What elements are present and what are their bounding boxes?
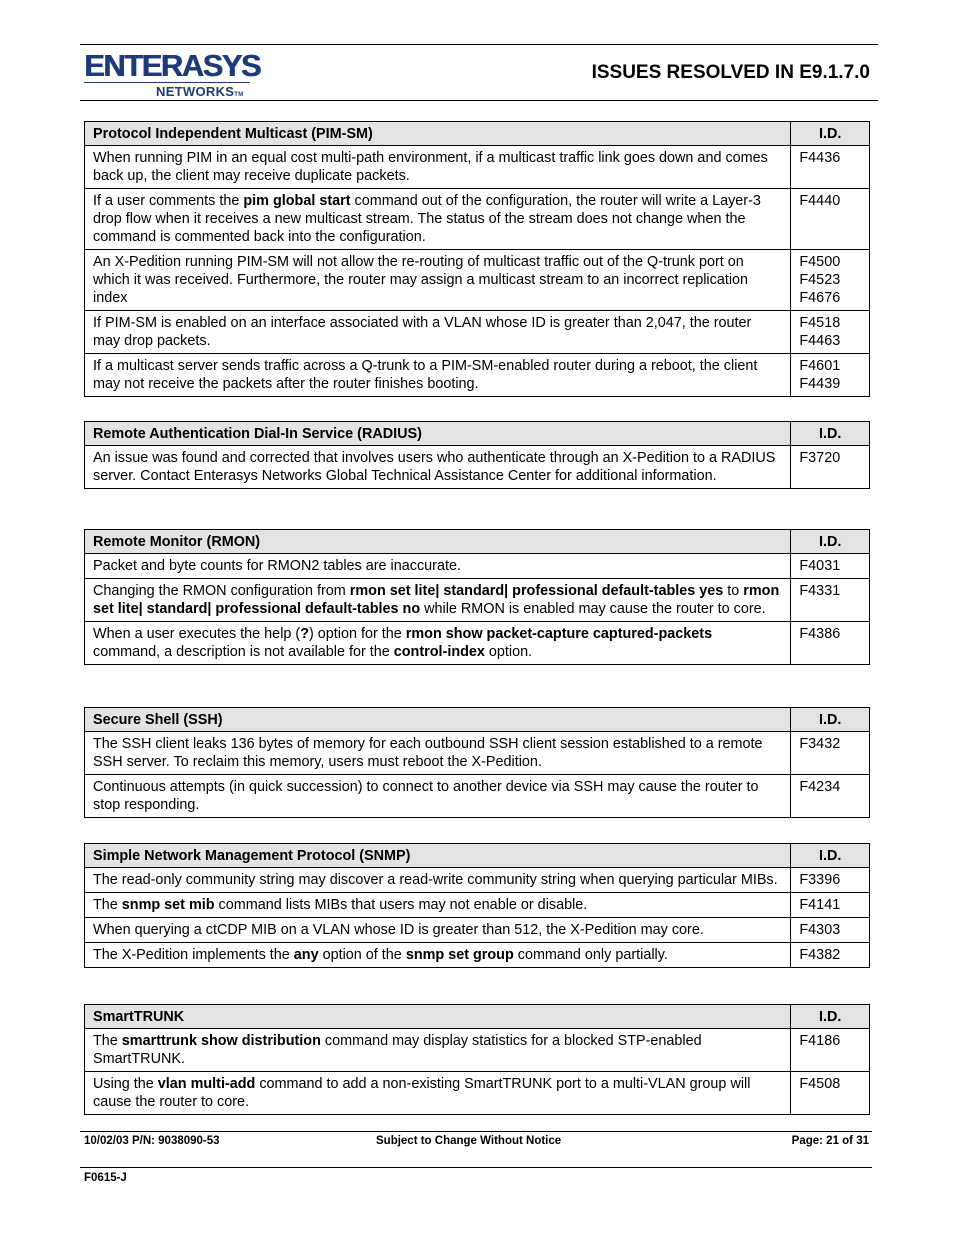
description-text: Using the [93, 1076, 158, 1092]
issue-id-cell [791, 354, 870, 397]
issue-id: F4436 [799, 150, 841, 166]
section-title: Protocol Independent Multicast (PIM-SM) [85, 122, 791, 146]
issue-id-cell [791, 146, 870, 189]
issue-row [85, 250, 870, 311]
command-text: rmon set lite| standard| professional default-tables no [93, 583, 780, 617]
command-text: rmon show packet-capture captured-packets [405, 626, 713, 642]
issue-row [85, 446, 870, 489]
issue-id-cell [791, 918, 870, 943]
issue-id: F4234 [799, 779, 841, 795]
issue-id: F4303 [799, 922, 841, 938]
issue-description [85, 311, 791, 354]
issue-description [85, 554, 791, 579]
issue-description [85, 943, 791, 968]
document-title: ISSUES RESOLVED IN E9.1.7.0 [591, 62, 870, 83]
issue-id-cell [791, 446, 870, 489]
description-text: command may display statistics for a blocked STP-enabled SmartTRUNK. [93, 1033, 702, 1067]
issue-description [85, 1072, 791, 1115]
id-column-header: I.D. [791, 844, 870, 868]
issue-id-cell [791, 1029, 870, 1072]
description-text: Continuous attempts (in quick succession) to connect to another device via SSH may cause the router to stop responding. [93, 779, 759, 813]
issue-row [85, 868, 870, 893]
issue-id: F4141 [799, 897, 841, 913]
issue-section-table [84, 529, 870, 665]
section-title: Remote Monitor (RMON) [85, 530, 791, 554]
issue-id: F4386 [799, 626, 841, 642]
issue-id-cell [791, 943, 870, 968]
description-text: The read-only community string may discover a read-write community string when querying particular MIBs. [93, 872, 778, 888]
description-text: command to add a non-existing SmartTRUNK port to a multi-VLAN group will cause the router to core. [93, 1076, 751, 1110]
issue-id-cell [791, 250, 870, 311]
description-text: When a user executes the help ( [93, 626, 301, 642]
issue-section-table [84, 421, 870, 489]
id-column-header: I.D. [791, 530, 870, 554]
section-header-row [85, 122, 870, 146]
logo-rule [84, 82, 250, 83]
command-text: ? [300, 626, 309, 642]
command-text: control-index [393, 644, 485, 660]
issue-description [85, 775, 791, 818]
description-text: The [93, 897, 122, 913]
issue-id: F4518 [799, 315, 841, 331]
footer-page-number: Page: 21 of 31 [791, 1135, 869, 1147]
issue-description [85, 146, 791, 189]
issue-id: F4031 [799, 558, 841, 574]
command-text: vlan multi-add [157, 1076, 256, 1092]
issue-id: F4523 [799, 272, 841, 288]
issue-row [85, 893, 870, 918]
description-text: An issue was found and corrected that involves users who authenticate through an X-Pedition to a RADIUS server. Contact Enterasys Networks Global Technical Assistance Center for additional information. [93, 450, 776, 484]
description-text: command lists MIBs that users may not enable or disable. [214, 897, 588, 913]
id-column-header: I.D. [791, 122, 870, 146]
issue-description [85, 250, 791, 311]
section-header-row [85, 530, 870, 554]
issue-id: F4463 [799, 333, 841, 349]
command-text: rmon set lite| standard| professional default-tables yes [349, 583, 724, 599]
footer-date-part-number: 10/02/03 P/N: 9038090-53 [84, 1135, 220, 1147]
issue-id-cell [791, 189, 870, 250]
issue-id: F4500 [799, 254, 841, 270]
description-text: When querying a ctCDP MIB on a VLAN whose ID is greater than 512, the X-Pedition may core. [93, 922, 704, 938]
description-text: The [93, 1033, 122, 1049]
issue-id: F4440 [799, 193, 841, 209]
issue-description [85, 354, 791, 397]
section-header-row [85, 844, 870, 868]
issue-row [85, 1072, 870, 1115]
header-top-rule [80, 44, 878, 45]
issue-description [85, 868, 791, 893]
description-text: command, a description is not available for the [93, 644, 394, 660]
issue-section-table [84, 1004, 870, 1115]
issue-id: F4382 [799, 947, 841, 963]
description-text: The X-Pedition implements the [93, 947, 294, 963]
issue-id-cell [791, 868, 870, 893]
issue-description [85, 446, 791, 489]
issue-row [85, 311, 870, 354]
issue-id-cell [791, 732, 870, 775]
issue-id: F3432 [799, 736, 841, 752]
issue-id-cell [791, 311, 870, 354]
issue-section-table [84, 843, 870, 968]
issue-row [85, 943, 870, 968]
issue-id: F3720 [799, 450, 841, 466]
logo-sub-text: NETWORKS [156, 84, 235, 99]
section-title: SmartTRUNK [85, 1005, 791, 1029]
section-header-row [85, 708, 870, 732]
issue-description [85, 622, 791, 665]
id-column-header: I.D. [791, 1005, 870, 1029]
command-text: snmp set mib [121, 897, 215, 913]
issue-description [85, 189, 791, 250]
issue-description [85, 893, 791, 918]
section-header-row [85, 422, 870, 446]
form-id: F0615-J [84, 1172, 127, 1184]
issue-description [85, 1029, 791, 1072]
issue-id: F4186 [799, 1033, 841, 1049]
issue-row [85, 918, 870, 943]
issue-id-cell [791, 775, 870, 818]
description-text: while RMON is enabled may cause the router to core. [420, 601, 766, 617]
issue-id: F4508 [799, 1076, 841, 1092]
description-text: If a multicast server sends traffic across a Q-trunk to a PIM-SM-enabled router during a reboot, the client may not receive the packets after the router finishes booting. [93, 358, 758, 392]
description-text: option of the [318, 947, 406, 963]
description-text: ) option for the [308, 626, 406, 642]
issue-row [85, 146, 870, 189]
issue-id: F4676 [799, 290, 841, 306]
issue-row [85, 732, 870, 775]
issue-id-cell [791, 622, 870, 665]
footer-top-rule [80, 1131, 872, 1132]
issue-row [85, 1029, 870, 1072]
description-text: When running PIM in an equal cost multi-path environment, if a multicast traffic link goes down and comes back up, the client may receive duplicate packets. [93, 150, 768, 184]
description-text: If a user comments the [93, 193, 244, 209]
id-column-header: I.D. [791, 708, 870, 732]
command-text: smarttrunk show distribution [121, 1033, 321, 1049]
description-text: The SSH client leaks 136 bytes of memory for each outbound SSH client session established to a remote SSH server. To reclaim this memory, users must reboot the X-Pedition. [93, 736, 763, 770]
issue-row [85, 189, 870, 250]
command-text: any [293, 947, 319, 963]
issue-row [85, 775, 870, 818]
page-header [80, 44, 878, 102]
issue-id-cell [791, 893, 870, 918]
footer-bottom-rule [80, 1167, 872, 1168]
id-column-header: I.D. [791, 422, 870, 446]
issue-description [85, 732, 791, 775]
logo-trademark: TM [234, 92, 244, 98]
description-text: Changing the RMON configuration from [93, 583, 350, 599]
description-text: If PIM-SM is enabled on an interface associated with a VLAN whose ID is greater than 2,047, the router may drop packets. [93, 315, 752, 349]
issue-id: F3396 [799, 872, 841, 888]
section-title: Remote Authentication Dial-In Service (RADIUS) [85, 422, 791, 446]
description-text: Packet and byte counts for RMON2 tables are inaccurate. [93, 558, 461, 574]
command-text: pim global start [243, 193, 351, 209]
enterasys-logo [84, 48, 260, 99]
command-text: snmp set group [405, 947, 514, 963]
issue-id: F4439 [799, 376, 841, 392]
issue-section-table [84, 121, 870, 397]
issue-id: F4601 [799, 358, 841, 374]
footer-notice: Subject to Change Without Notice [376, 1135, 562, 1147]
section-header-row [85, 1005, 870, 1029]
description-text: command only partially. [513, 947, 668, 963]
issue-row [85, 622, 870, 665]
issue-id: F4331 [799, 583, 841, 599]
issue-row [85, 354, 870, 397]
issue-description [85, 579, 791, 622]
section-title: Secure Shell (SSH) [85, 708, 791, 732]
issue-id-cell [791, 1072, 870, 1115]
logo-wordmark: ENTERASYS [84, 48, 260, 83]
issue-description [85, 918, 791, 943]
issue-row [85, 579, 870, 622]
issue-id-cell [791, 579, 870, 622]
description-text: option. [484, 644, 533, 660]
issue-id-cell [791, 554, 870, 579]
issue-row [85, 554, 870, 579]
description-text: command out of the configuration, the router will write a Layer-3 drop flow when it receives a new multicast stream. The status of the stream does not change when the command is commented back into the configuration. [93, 193, 761, 245]
header-bottom-rule [80, 100, 878, 101]
description-text: An X-Pedition running PIM-SM will not allow the re-routing of multicast traffic out of the Q-trunk port on which it was received. Furthermore, the router may assign a multicast stream to an incorrect replication index [93, 254, 749, 306]
section-title: Simple Network Management Protocol (SNMP) [85, 844, 791, 868]
issue-section-table [84, 707, 870, 818]
description-text: to [723, 583, 744, 599]
